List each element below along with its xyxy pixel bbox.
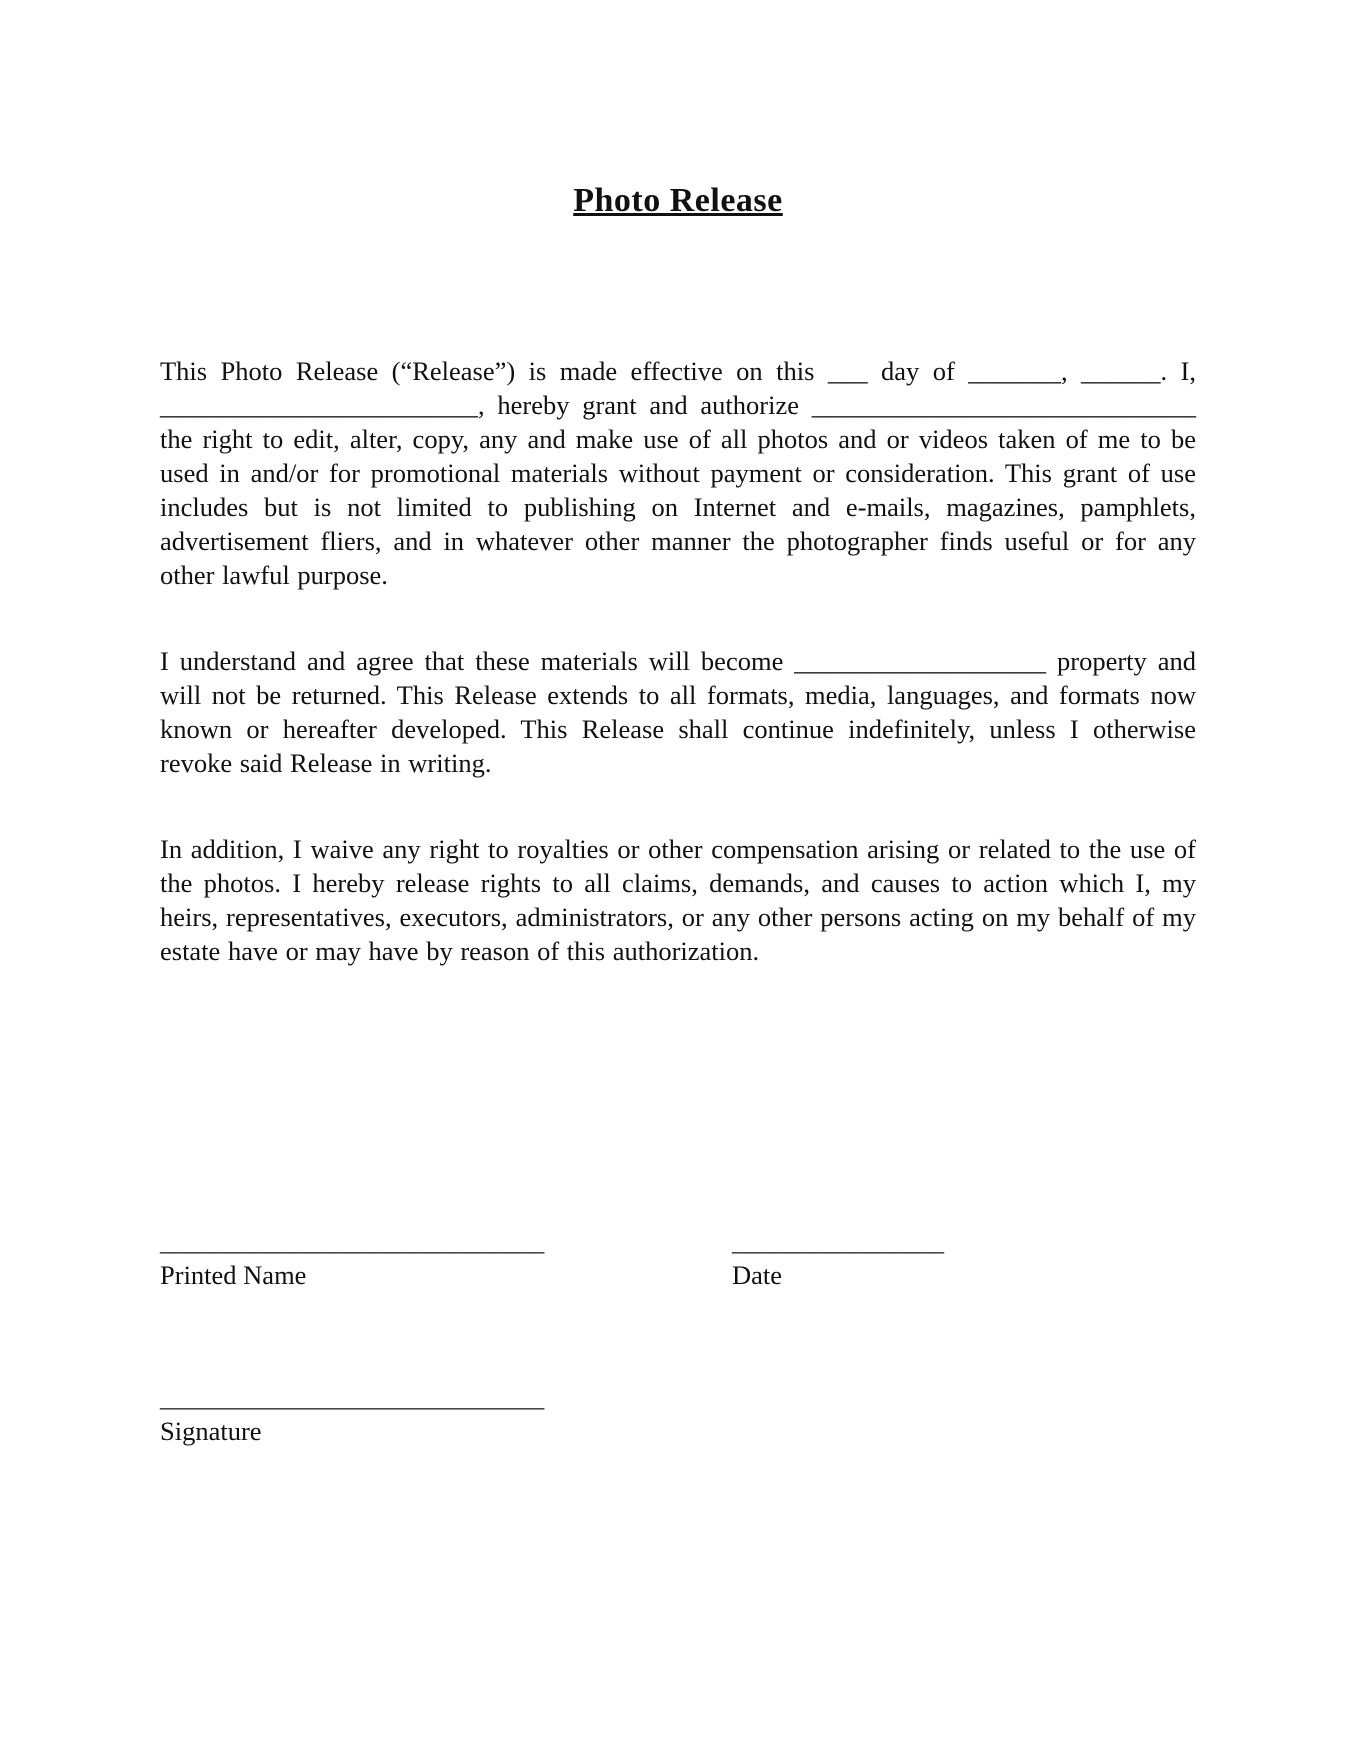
printed-name-block <box>160 1224 732 1292</box>
printed-name-label: Printed Name <box>160 1260 307 1290</box>
signature-blank-line: _____________________________ <box>160 1382 545 1412</box>
paragraph-materials: I understand and agree that these materials will become ___________________ property and will not be returned. This Release extends to all formats, media, languages, and formats now known or hereafter developed. This Release shall continue indefinitely, unless I otherwise revoke said Release in writing. <box>160 646 1196 778</box>
signature-block <box>160 1380 1196 1448</box>
date-blank-line: ________________ <box>732 1226 944 1256</box>
paragraph-grant: This Photo Release (“Release”) is made effective on this ___ day of _______, ______. I, ________________________, hereby grant and authorize _____________________________ the right to edit, alter, copy, any and make use of all photos and or videos taken of me to be used in and/or for promotional materials without payment or consideration. This grant of use includes but is not limited to publishing on Internet and e-mails, magazines, pamphlets, advertisement fliers, and in whatever other manner the photographer finds useful or for any other lawful purpose. <box>160 356 1196 590</box>
date-label: Date <box>732 1260 783 1290</box>
printed-name-blank-line: _____________________________ <box>160 1226 545 1256</box>
date-block <box>732 1224 1196 1292</box>
signature-label: Signature <box>160 1416 262 1446</box>
printed-name-date-row <box>160 1224 1196 1292</box>
document-title: Photo Release <box>573 182 783 219</box>
document-content <box>160 0 1196 1448</box>
paragraph-waiver: In addition, I waive any right to royalties or other compensation arising or related to the use of the photos. I hereby release rights to all claims, demands, and causes to action which I, my heirs, representatives, executors, administrators, or any other persons acting on my behalf of my estate have or may have by reason of this authorization. <box>160 834 1196 966</box>
